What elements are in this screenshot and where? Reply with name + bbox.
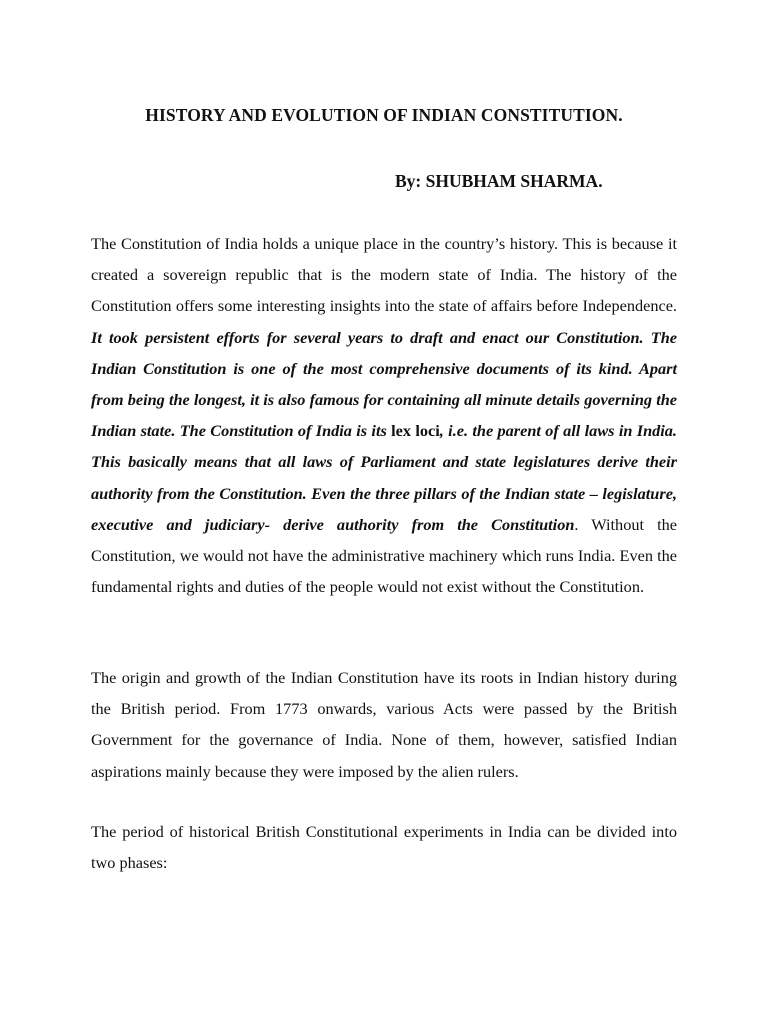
document-title: HISTORY AND EVOLUTION OF INDIAN CONSTITUTION. bbox=[145, 105, 623, 125]
paragraph-intro bbox=[91, 228, 677, 602]
intro-plain-end: . Without the Constitution, we would not have the administrative machinery which runs India. Even the fundamental rights and duties of the people would not exist without the Constitution. bbox=[91, 514, 677, 597]
paragraph-origin: The origin and growth of the Indian Constitution have its roots in Indian history during the British period. From 1773 onwards, various Acts were passed by the British Government for the governance of India. None of them, however, satisfied Indian aspirations mainly because they were imposed by the alien rulers. bbox=[91, 668, 677, 781]
intro-term-lex-loci: lex loci bbox=[391, 421, 440, 441]
paragraph-phases: The period of historical British Constitutional experiments in India can be divided into two phases: bbox=[91, 822, 677, 873]
author-byline: By: SHUBHAM SHARMA. bbox=[395, 171, 603, 191]
intro-emphasis-1: It took persistent efforts for several years to draft and enact our Constitution. The Indian Constitution is one of the most comprehensive documents of its kind. Apart from being the longest, it is also famous for containing all minute details governing the Indian state. The Constitution of India is its bbox=[91, 327, 677, 441]
intro-emphasis-2: , i.e. the parent of all laws in India. This basically means that all laws of Parliament and state legislatures derive their authority from the Constitution. Even the three pillars of the Indian state – legislature, executive and judiciary- derive authority from the Constitution bbox=[91, 421, 677, 534]
intro-plain-start: The Constitution of India holds a unique place in the country’s history. This is because it created a sovereign republic that is the modern state of India. The history of the Constitution offers some interesting insights into the state of affairs before Independence. bbox=[91, 234, 677, 316]
